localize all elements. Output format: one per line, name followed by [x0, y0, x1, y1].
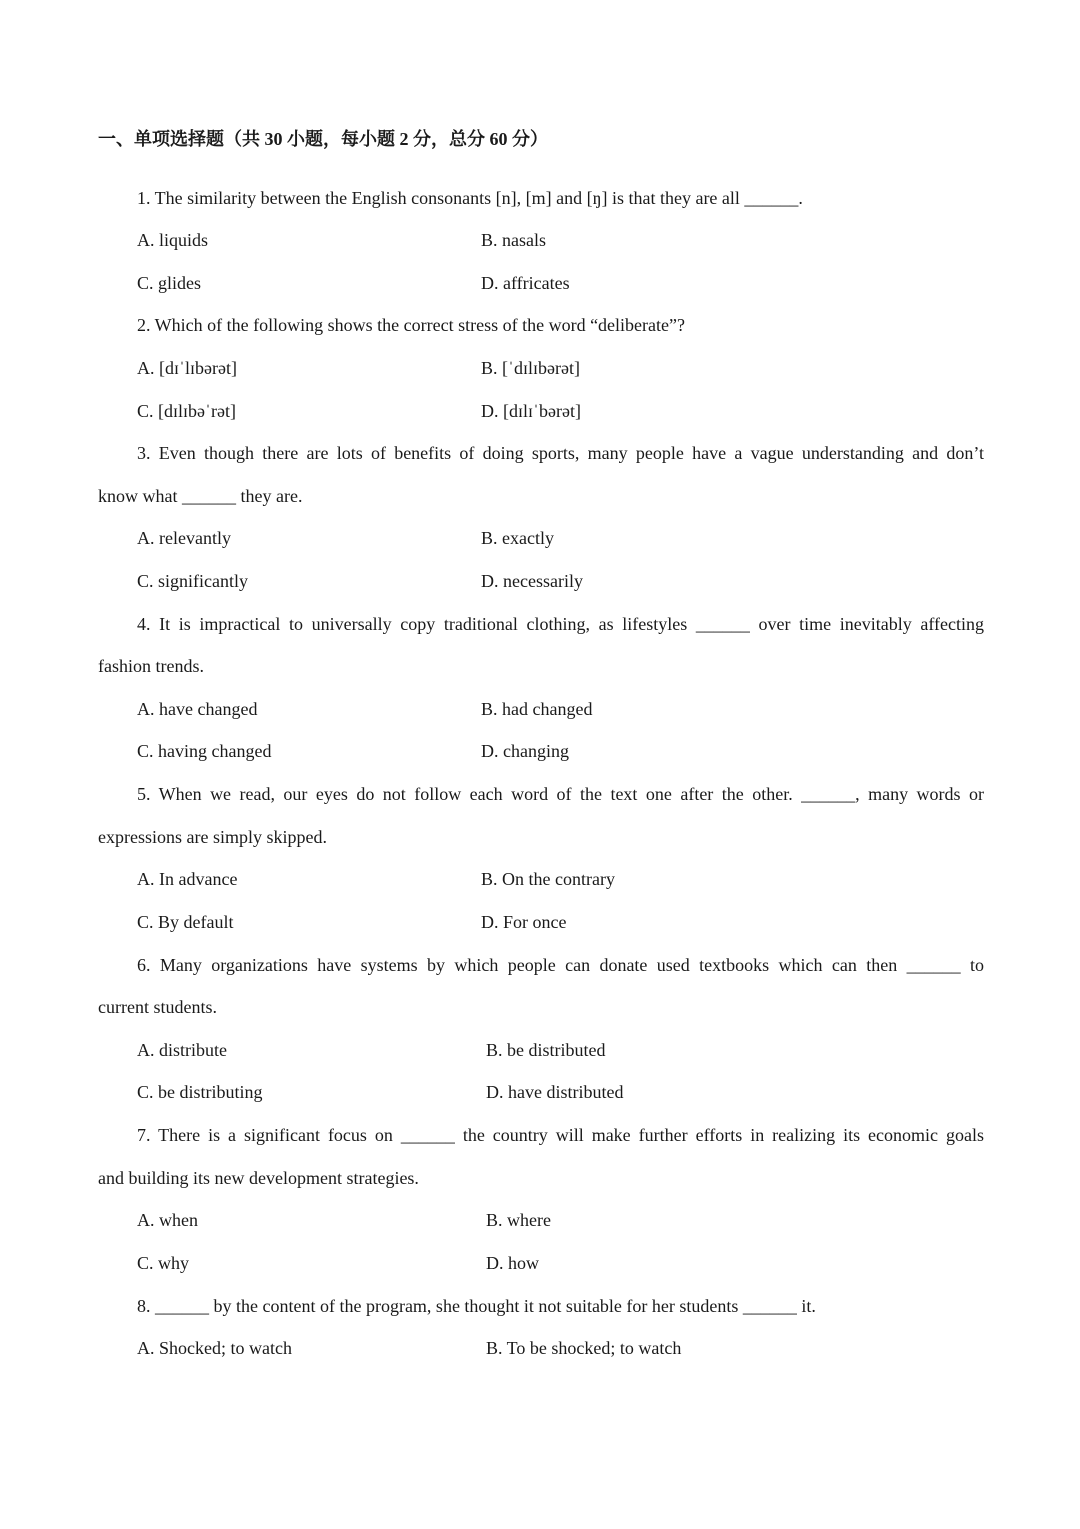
question-5-option-a: A. In advance [137, 869, 238, 889]
question-6-option-d: D. have distributed [486, 1082, 624, 1102]
question-8-option-b: B. To be shocked; to watch [486, 1338, 682, 1358]
question-1-stem: 1. The similarity between the English consonants [n], [m] and [ŋ] is that they are all ______. [137, 188, 803, 208]
question-5-stem: 5. When we read, our eyes do not follow each word of the text one after the other. ______, many words or [137, 784, 984, 804]
question-4-option-c: C. having changed [137, 741, 272, 761]
question-5-option-d: D. For once [481, 912, 567, 932]
question-3-option-c: C. significantly [137, 571, 248, 591]
question-6-stem: 6. Many organizations have systems by which people can donate used textbooks which can then ______ to [137, 955, 984, 975]
question-2-option-a: A. [dɪˈlɪbərət] [137, 358, 237, 378]
question-6-option-b: B. be distributed [486, 1040, 606, 1060]
question-1-option-c: C. glides [137, 273, 202, 293]
question-6-stem-continued: current students. [98, 997, 217, 1017]
question-8-option-a: A. Shocked; to watch [137, 1338, 292, 1358]
question-7-stem-continued: and building its new development strategies. [98, 1168, 419, 1188]
question-6-option-c: C. be distributing [137, 1082, 263, 1102]
question-4-option-a: A. have changed [137, 699, 258, 719]
section-title: 一、单项选择题（共 30 小题，每小题 2 分，总分 60 分） [98, 129, 548, 149]
question-2-option-c: C. [dɪlɪbəˈrət] [137, 401, 236, 421]
question-3-option-a: A. relevantly [137, 528, 231, 548]
question-8-stem: 8. ______ by the content of the program, she thought it not suitable for her students ______ it. [137, 1296, 816, 1316]
question-5-stem-continued: expressions are simply skipped. [98, 827, 327, 847]
question-7-option-a: A. when [137, 1210, 198, 1230]
question-1-option-a: A. liquids [137, 230, 209, 250]
question-7-option-b: B. where [486, 1210, 551, 1230]
question-6-option-a: A. distribute [137, 1040, 227, 1060]
question-5-option-b: B. On the contrary [481, 869, 615, 889]
question-1-option-b: B. nasals [481, 230, 546, 250]
question-3-stem-continued: know what ______ they are. [98, 486, 303, 506]
question-4-stem-continued: fashion trends. [98, 656, 204, 676]
question-7-stem: 7. There is a significant focus on ______ the country will make further efforts in realizing its economic goals [137, 1125, 984, 1145]
question-4-stem: 4. It is impractical to universally copy traditional clothing, as lifestyles ______ over time inevitably affecting [137, 614, 984, 634]
question-3-option-b: B. exactly [481, 528, 554, 548]
question-5-option-c: C. By default [137, 912, 234, 932]
question-2-stem: 2. Which of the following shows the correct stress of the word “deliberate”? [137, 315, 685, 335]
question-3-option-d: D. necessarily [481, 571, 583, 591]
question-1-option-d: D. affricates [481, 273, 570, 293]
question-2-option-b: B. [ˈdɪlɪbərət] [481, 358, 580, 378]
question-7-option-d: D. how [486, 1253, 539, 1273]
question-2-option-d: D. [dɪlɪˈbərət] [481, 401, 581, 421]
question-4-option-b: B. had changed [481, 699, 593, 719]
question-7-option-c: C. why [137, 1253, 190, 1273]
question-4-option-d: D. changing [481, 741, 569, 761]
question-3-stem: 3. Even though there are lots of benefits of doing sports, many people have a vague understanding and don’t [137, 443, 984, 463]
